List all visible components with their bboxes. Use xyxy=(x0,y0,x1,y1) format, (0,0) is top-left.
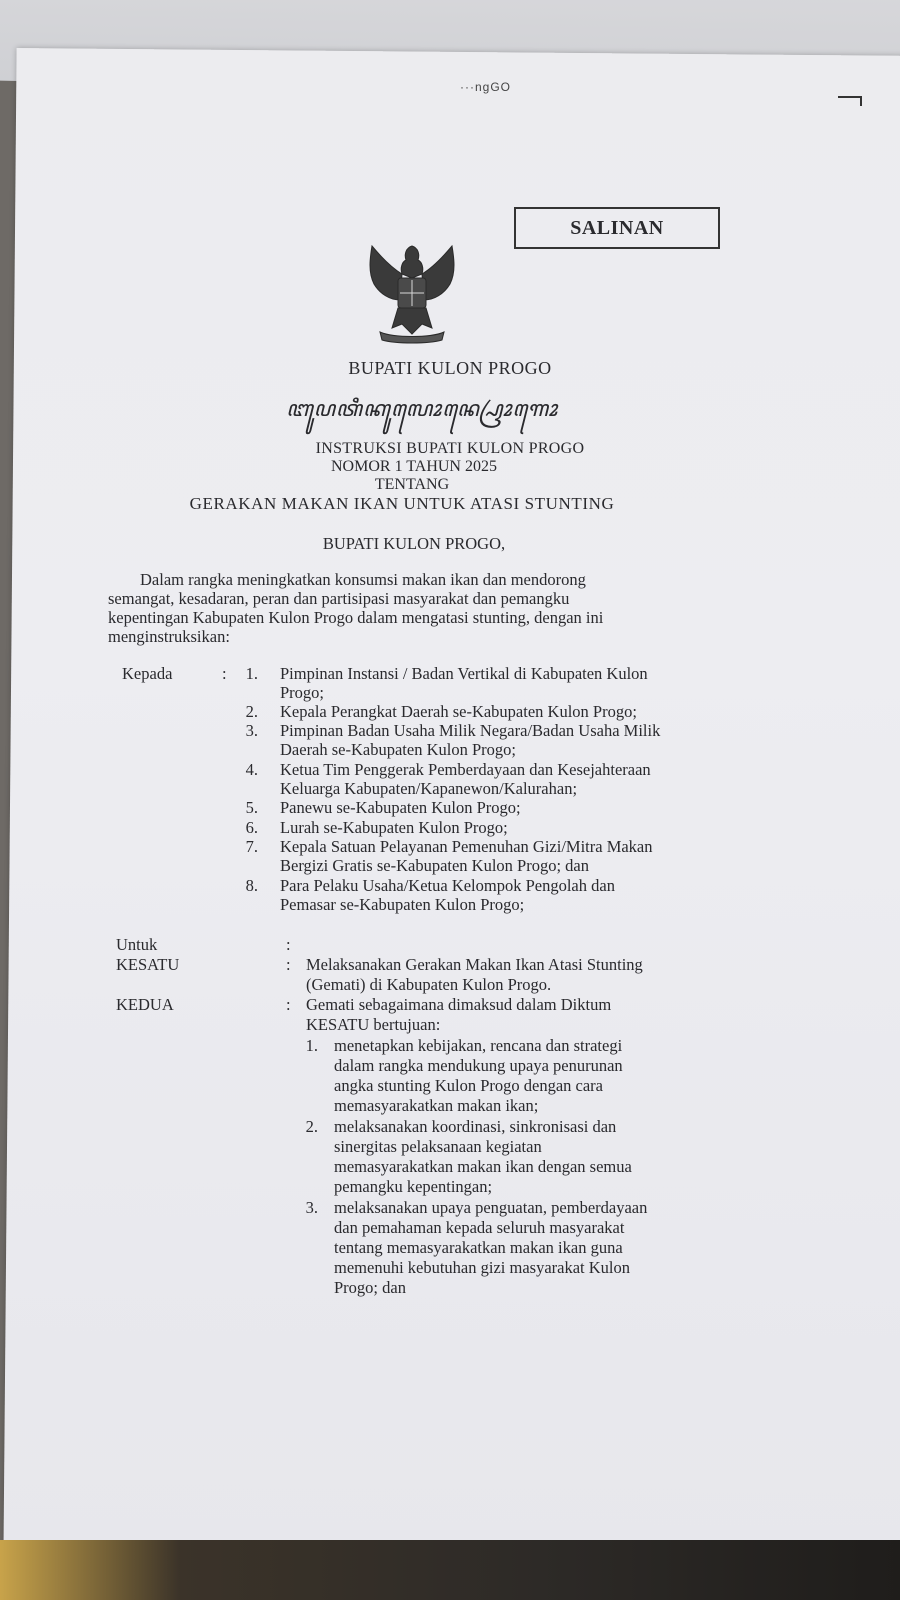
kepada-item-text: Bergizi Gratis se-Kabupaten Kulon Progo; dan xyxy=(280,856,590,875)
kepada-item-number: 2. xyxy=(245,702,258,721)
kedua-label: KEDUA xyxy=(116,995,174,1014)
kedua-item-number: 1. xyxy=(305,1036,318,1055)
untuk-colon: : xyxy=(286,935,291,954)
preamble-line: menginstruksikan: xyxy=(108,627,230,646)
kedua-item-text: menetapkan kebijakan, rencana dan strategi xyxy=(334,1036,623,1055)
kesatu-label: KESATU xyxy=(116,955,180,974)
kepada-item-text: Daerah se-Kabupaten Kulon Progo; xyxy=(280,740,516,759)
kepada-item-number: 6. xyxy=(245,818,258,837)
kepada-item-text: Pemasar se-Kabupaten Kulon Progo; xyxy=(280,895,525,914)
kepada-item-number: 4. xyxy=(245,760,258,779)
kepada-colon: : xyxy=(222,664,227,683)
kedua-item-text: memasyarakatkan makan ikan; xyxy=(334,1096,539,1115)
untuk-label: Untuk xyxy=(116,935,158,954)
kepada-label: Kepada xyxy=(122,664,173,683)
kedua-item-number: 3. xyxy=(305,1198,318,1217)
kesatu-text: (Gemati) di Kabupaten Kulon Progo. xyxy=(306,975,552,994)
kedua-item-text: Progo; dan xyxy=(334,1278,406,1297)
instruction-subject: GERAKAN MAKAN IKAN UNTUK ATASI STUNTING xyxy=(189,494,615,513)
instruction-number: NOMOR 1 TAHUN 2025 xyxy=(331,458,497,475)
top-edge-text: ···ngGO xyxy=(460,80,512,94)
kedua-item-text: dalam rangka mendukung upaya penurunan xyxy=(334,1056,623,1075)
kedua-item-text: angka stunting Kulon Progo dengan cara xyxy=(334,1076,603,1095)
kepada-item-text: Keluarga Kabupaten/Kapanewon/Kalurahan; xyxy=(280,779,578,798)
kepada-item-number: 3. xyxy=(245,721,258,740)
corner-mark xyxy=(838,96,862,106)
table-surface xyxy=(0,1540,900,1600)
salinan-stamp xyxy=(514,207,720,249)
preamble-line: semangat, kesadaran, peran dan partisipasi masyarakat dan pemangku xyxy=(108,589,570,608)
kepada-item-text: Para Pelaku Usaha/Ketua Kelompok Pengolah dan xyxy=(280,876,615,895)
kepada-item-text: Ketua Tim Penggerak Pemberdayaan dan Kesejahteraan xyxy=(280,760,651,779)
kedua-item-number: 2. xyxy=(305,1117,318,1136)
kedua-item-text: pemangku kepentingan; xyxy=(334,1177,493,1196)
kedua-item-text: memenuhi kebutuhan gizi masyarakat Kulon xyxy=(334,1258,631,1277)
issuer-name: BUPATI KULON PROGO, xyxy=(322,534,506,553)
instruction-title: INSTRUKSI BUPATI KULON PROGO xyxy=(315,440,585,457)
kesatu-text: Melaksanakan Gerakan Makan Ikan Atasi Stunting xyxy=(306,955,643,974)
kepada-item-text: Panewu se-Kabupaten Kulon Progo; xyxy=(280,798,521,817)
garuda-emblem-icon xyxy=(362,238,462,346)
javanese-script-title: ꦧꦸꦥꦠꦶꦏꦸꦭꦺꦴꦤ꧀ꦥꦿꦺꦴꦒꦺꦴ xyxy=(286,396,558,421)
kedua-item-text: melaksanakan upaya penguatan, pemberdayaan xyxy=(334,1198,648,1217)
kedua-text: KESATU bertujuan: xyxy=(306,1015,441,1034)
kepada-item-text: Kepala Perangkat Daerah se-Kabupaten Kulon Progo; xyxy=(280,702,637,721)
kepada-item-text: Lurah se-Kabupaten Kulon Progo; xyxy=(280,818,508,837)
kedua-item-text: melaksanakan koordinasi, sinkronisasi dan xyxy=(334,1117,617,1136)
kedua-colon: : xyxy=(286,995,291,1014)
kepada-item-number: 5. xyxy=(245,798,258,817)
kepada-item-number: 8. xyxy=(245,876,258,895)
kepada-item-text: Pimpinan Instansi / Badan Vertikal di Kabupaten Kulon xyxy=(280,664,648,683)
kesatu-colon: : xyxy=(286,955,291,974)
preamble-line: Dalam rangka meningkatkan konsumsi makan ikan dan mendorong xyxy=(140,570,586,589)
kepada-item-number: 7. xyxy=(245,837,258,856)
kedua-item-text: sinergitas pelaksanaan kegiatan xyxy=(334,1137,542,1156)
kedua-text: Gemati sebagaimana dimaksud dalam Diktum xyxy=(306,995,612,1014)
kepada-item-text: Kepala Satuan Pelayanan Pemenuhan Gizi/Mitra Makan xyxy=(280,837,653,856)
salinan-label: SALINAN xyxy=(570,216,664,239)
kedua-item-text: tentang memasyarakatkan makan ikan guna xyxy=(334,1238,623,1257)
preamble-line: kepentingan Kabupaten Kulon Progo dalam mengatasi stunting, dengan ini xyxy=(108,608,604,627)
about-heading: TENTANG xyxy=(374,476,450,493)
kepada-item-number: 1. xyxy=(245,664,258,683)
kedua-item-text: memasyarakatkan makan ikan dengan semua xyxy=(334,1157,632,1176)
kedua-item-text: dan pemahaman kepada seluruh masyarakat xyxy=(334,1218,625,1237)
regent-title: BUPATI KULON PROGO xyxy=(348,358,552,378)
kepada-item-text: Pimpinan Badan Usaha Milik Negara/Badan Usaha Milik xyxy=(280,721,661,740)
kepada-item-text: Progo; xyxy=(280,683,325,702)
